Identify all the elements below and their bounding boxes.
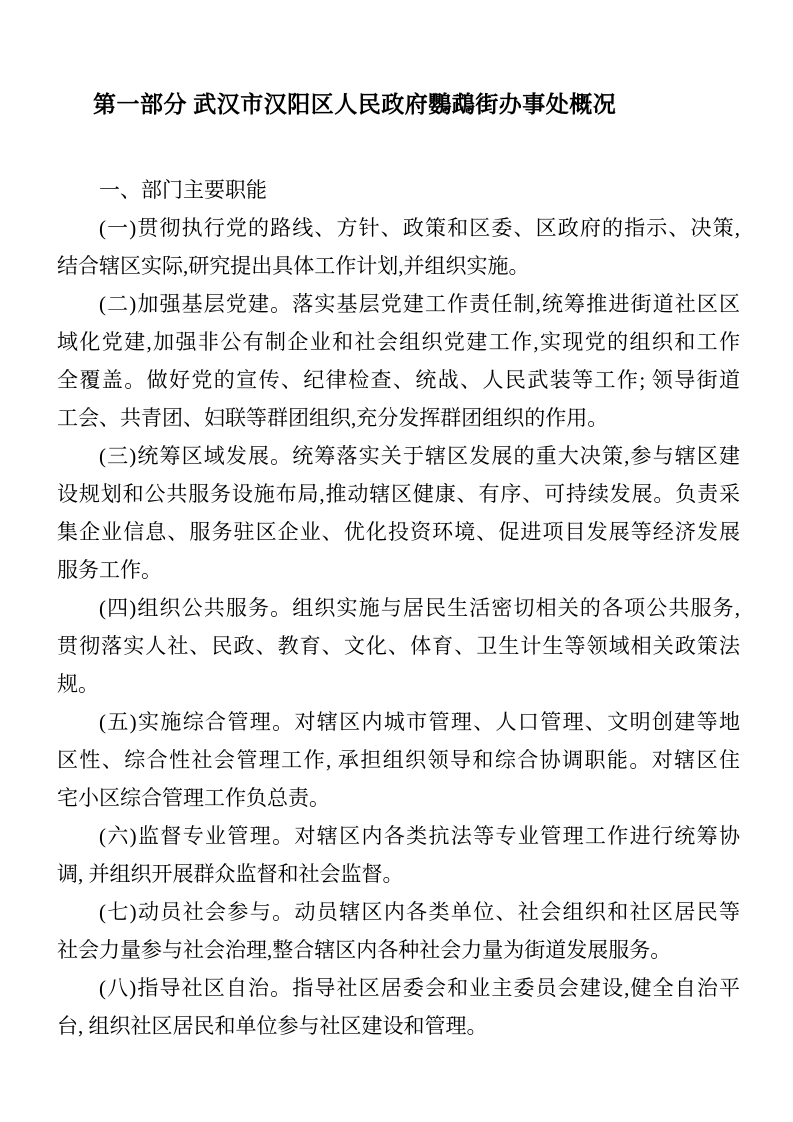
text-line: 域化党建,加强非公有制企业和社会组织党建工作,实现党的组织和工作 bbox=[57, 330, 740, 354]
text-line: 社会力量参与社会治理,整合辖区内各种社会力量为街道发展服务。 bbox=[57, 938, 672, 962]
text-line: (二)加强基层党建。落实基层党建工作责任制,统筹推进街道社区区 bbox=[99, 292, 740, 316]
text-line: 区性、综合性社会管理工作, 承担组织领导和综合协调职能。对辖区住 bbox=[57, 748, 740, 772]
section-heading: 一、部门主要职能 bbox=[99, 178, 267, 202]
text-line: 全覆盖。做好党的宣传、纪律检查、统战、人民武装等工作; 领导街道 bbox=[57, 368, 740, 392]
text-line: 调, 并组织开展群众监督和社会监督。 bbox=[57, 862, 404, 886]
text-line: 贯彻落实人社、民政、教育、文化、体育、卫生计生等领域相关政策法 bbox=[57, 634, 740, 658]
text-line: 宅小区综合管理工作负总责。 bbox=[57, 786, 330, 810]
paragraphs-container bbox=[57, 209, 740, 1045]
document-title: 第一部分 武汉市汉阳区人民政府鸚鵡街办事处概况 bbox=[93, 92, 617, 117]
text-line: (五)实施综合管理。对辖区内城市管理、人口管理、文明创建等地 bbox=[99, 710, 740, 734]
text-line: 工会、共青团、妇联等群团组织,充分发挥群团组织的作用。 bbox=[57, 406, 609, 430]
text-line: (八)指导社区自治。指导社区居委会和业主委员会建设,健全自治平 bbox=[99, 976, 740, 1000]
text-line: 设规划和公共服务设施布局,推动辖区健康、有序、可持续发展。负责采 bbox=[57, 482, 740, 506]
text-line: (七)动员社会参与。动员辖区内各类单位、社会组织和社区居民等 bbox=[99, 900, 740, 924]
text-line: (六)监督专业管理。对辖区内各类抗法等专业管理工作进行统筹协 bbox=[99, 824, 740, 848]
text-line: 结合辖区实际,研究提出具体工作计划,并组织实施。 bbox=[57, 254, 530, 278]
text-line: 集企业信息、服务驻区企业、优化投资环境、促进项目发展等经济发展 bbox=[57, 520, 740, 544]
text-line: (三)统筹区域发展。统筹落实关于辖区发展的重大决策,参与辖区建 bbox=[99, 444, 740, 468]
text-line: 台, 组织社区居民和单位参与社区建设和管理。 bbox=[57, 1014, 488, 1038]
text-line: (一)贯彻执行党的路线、方针、政策和区委、区政府的指示、决策, bbox=[99, 216, 740, 240]
text-line: (四)组织公共服务。组织实施与居民生活密切相关的各项公共服务, bbox=[99, 596, 740, 620]
text-line: 规。 bbox=[57, 672, 99, 696]
text-line: 服务工作。 bbox=[57, 558, 162, 582]
